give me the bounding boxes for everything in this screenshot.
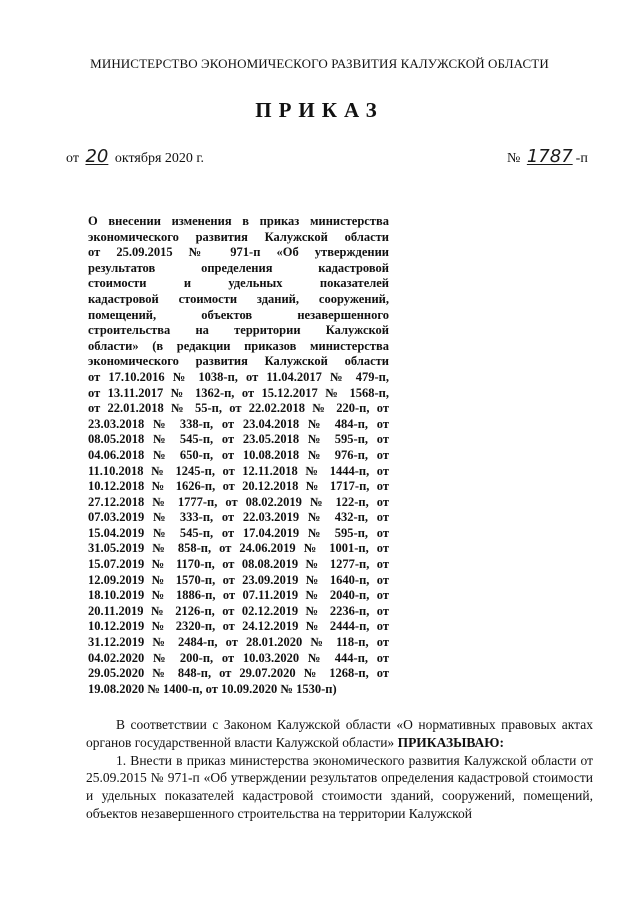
handwritten-number: 1787 — [526, 146, 573, 167]
order-subject — [88, 214, 389, 697]
ministry-header: МИНИСТЕРСТВО ЭКОНОМИЧЕСКОГО РАЗВИТИЯ КАЛУЖСКОЙ ОБЛАСТИ — [90, 56, 549, 71]
number-suffix: -п — [575, 151, 588, 166]
subject-line: 15.07.2019 № 1170-п, от 08.08.2019 № 1277-п, от — [88, 557, 389, 572]
subject-line: от 13.11.2017 № 1362-п, от 15.12.2017 № 1568-п, — [88, 385, 389, 400]
subject-line: 20.11.2019 № 2126-п, от 02.12.2019 № 2236-п, от — [88, 603, 389, 618]
subject-line: результатов определения кадастровой — [88, 260, 389, 275]
preamble-text: В соответствии с Законом Калужской области «О нормативных правовых актах органов государственной власти Калужской области» — [86, 717, 593, 750]
subject-line: О внесении изменения в приказ министерства — [88, 214, 389, 228]
command-colon: : — [499, 734, 504, 750]
subject-line: области» (в редакции приказов министерства — [88, 338, 389, 353]
subject-line: помещений, объектов незавершенного — [88, 307, 389, 322]
clause-1-paragraph: 1. Внести в приказ министерства экономического развития Калужской области от 25.09.2015 № 971-п «Об утверждении результатов определения кадастровой стоимости и удельных показателей кадастровой стоимости зданий, сооружений, помещений, объектов незавершенного строительства на территории Калужской — [86, 752, 593, 821]
preamble-paragraph — [86, 716, 593, 752]
subject-line: экономического развития Калужской области — [88, 229, 389, 244]
subject-line: 12.09.2019 № 1570-п, от 23.09.2019 № 1640-п, от — [88, 572, 389, 587]
subject-line: кадастровой стоимости зданий, сооружений, — [88, 291, 389, 306]
subject-line: 11.10.2018 № 1245-п, от 12.11.2018 № 1444-п, от — [88, 463, 389, 478]
subject-line: стоимости и удельных показателей — [88, 276, 389, 291]
subject-line: 04.02.2020 № 200-п, от 10.03.2020 № 444-п, от — [88, 650, 389, 665]
subject-line: 19.08.2020 № 1400-п, от 10.09.2020 № 1530-п) — [88, 681, 337, 696]
order-body — [86, 716, 593, 823]
command-word: ПРИКАЗЫВАЮ — [397, 734, 500, 750]
order-date — [66, 146, 205, 167]
subject-line: 29.05.2020 № 848-п, от 29.07.2020 № 1268-п, от — [88, 666, 389, 681]
subject-line: 04.06.2018 № 650-п, от 10.08.2018 № 976-п, от — [88, 447, 389, 462]
number-prefix: № — [507, 151, 521, 166]
order-number — [507, 146, 588, 167]
subject-line: от 25.09.2015 № 971-п «Об утверждении — [88, 245, 389, 260]
subject-line: 31.05.2019 № 858-п, от 24.06.2019 № 1001-п, от — [88, 541, 389, 556]
subject-line: экономического развития Калужской области — [88, 354, 389, 369]
subject-line: 10.12.2018 № 1626-п, от 20.12.2018 № 1717-п, от — [88, 479, 389, 494]
subject-line: 31.12.2019 № 2484-п, от 28.01.2020 № 118-п, от — [88, 635, 389, 650]
subject-line: 15.04.2019 № 545-п, от 17.04.2019 № 595-п, от — [88, 525, 389, 540]
date-rest: октября 2020 г. — [114, 151, 205, 166]
document-title: ПРИКАЗ — [255, 98, 384, 122]
subject-line: от 17.10.2016 № 1038-п, от 11.04.2017 № 479-п, — [88, 369, 389, 384]
subject-line: 27.12.2018 № 1777-п, от 08.02.2019 № 122-п, от — [88, 494, 389, 509]
subject-line: 10.12.2019 № 2320-п, от 24.12.2019 № 2444-п, от — [88, 619, 389, 634]
date-prefix: от — [66, 151, 79, 166]
handwritten-day: 20 — [85, 146, 109, 167]
subject-line: 07.03.2019 № 333-п, от 22.03.2019 № 432-п, от — [88, 510, 389, 525]
subject-line: 18.10.2019 № 1886-п, от 07.11.2019 № 2040-п, от — [88, 588, 389, 603]
subject-line: 23.03.2018 № 338-п, от 23.04.2018 № 484-п, от — [88, 416, 389, 431]
subject-line: строительства на территории Калужской — [88, 323, 389, 338]
subject-line: 08.05.2018 № 545-п, от 23.05.2018 № 595-п, от — [88, 432, 389, 447]
subject-line: от 22.01.2018 № 55-п, от 22.02.2018 № 220-п, от — [88, 401, 389, 416]
